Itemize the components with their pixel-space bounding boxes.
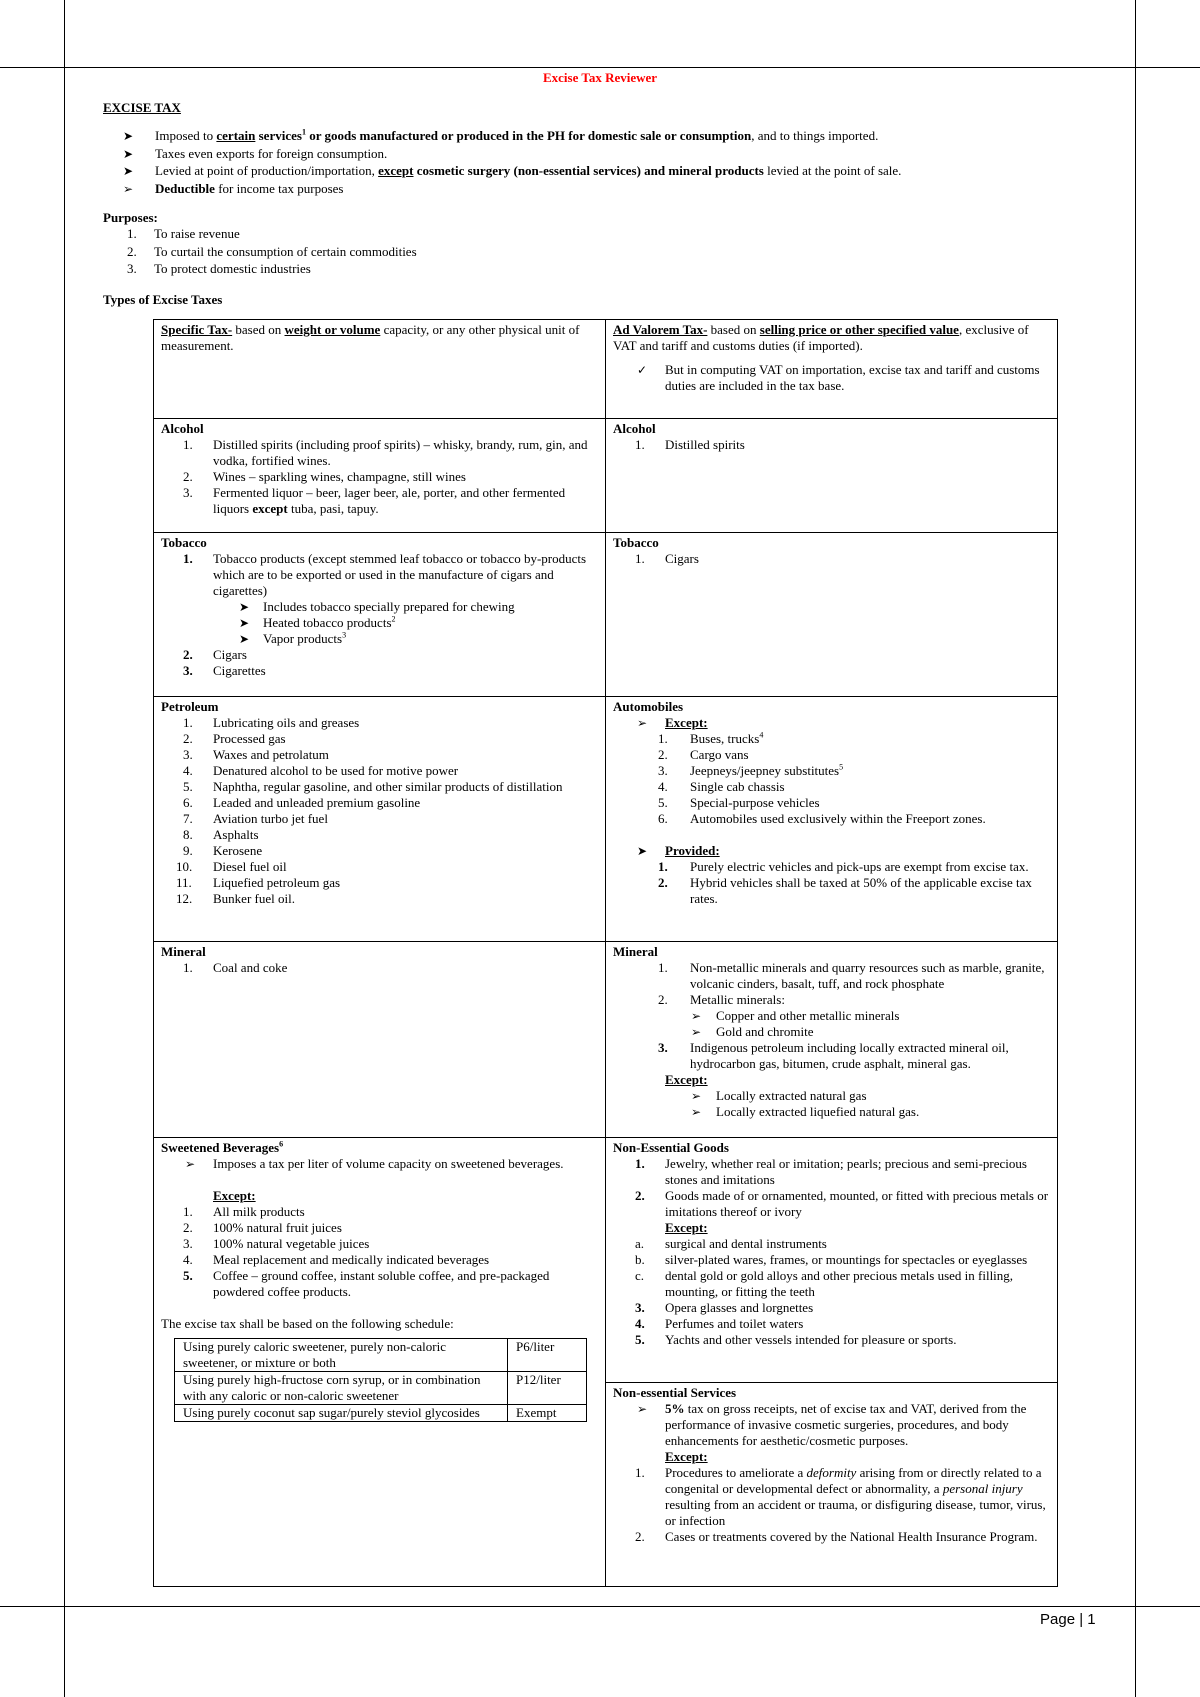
arrow-bullet-icon: ➢ xyxy=(691,1009,702,1023)
arrow-bullet-icon: ➤ xyxy=(637,844,648,858)
table-row: Using purely caloric sweetener, purely non-caloric sweetener, or mixture or both P6/liter xyxy=(175,1339,587,1372)
intro-list xyxy=(123,128,1123,198)
header-line xyxy=(0,67,1200,68)
specific-tax-cell: Specific Tax- based on weight or volume capacity, or any other physical unit of measurement. xyxy=(154,320,606,419)
mineral-advalorem-cell: Mineral 1. Non-metallic minerals and quarry resources such as marble, granite, volcanic cinders, basalt, tuff, and rock phosphate 2. Metallic minerals: ➢ Copper and other metallic minerals ➢ Gold and chromite 3. Indigenous petroleum including locally extracted mineral oil, hydrocarbon gas, bitumen, crude asphalt, mineral gas. Except: ➢ Locally extracted natural gas ➢ Locally extracted liquefied natural gas. xyxy=(606,942,1058,1138)
list-item: ➢ Deductible for income tax purposes xyxy=(123,180,344,196)
ad-valorem-tax-cell: Ad Valorem Tax- based on selling price or other specified value, exclusive of VAT and tariff and customs duties (if imported). ✓ But in computing VAT on importation, excise tax and tariff and customs duties are included in the tax base. xyxy=(606,320,1058,419)
arrow-bullet-icon: ➢ xyxy=(185,1157,196,1171)
page-title: Excise Tax Reviewer xyxy=(542,70,658,85)
footer-line xyxy=(0,1606,1200,1607)
automobiles-cell: Automobiles ➢ Except: 1. Buses, trucks$^4$ 2. Cargo vans 3. Jeepneys/jeepney substitutes$^5$ 4. Single cab chassis 5. Special-purpose vehicles 6. Automobiles used exclusively within the Freeport zones. ➤ Provided: 1. Purely electric vehicles and pick-ups are exempt from excise tax. 2. Hybrid vehicles shall be taxed at 50% of the applicable excise tax rates. xyxy=(606,697,1058,942)
arrow-bullet-icon: ➢ xyxy=(691,1105,702,1119)
table-row: Using purely high-fructose corn syrup, or in combination with any caloric or non-caloric sweetener P12/liter xyxy=(175,1372,587,1405)
arrow-bullet-icon: ➤ xyxy=(239,600,250,614)
arrow-bullet-icon: ➢ xyxy=(691,1025,702,1039)
list-item: 2. To curtail the consumption of certain commodities xyxy=(127,243,417,259)
list-item: 3. To protect domestic industries xyxy=(127,261,311,276)
arrow-bullet-icon: ➢ xyxy=(691,1089,702,1103)
petroleum-cell: Petroleum 1. Lubricating oils and greases 2. Processed gas 3. Waxes and petrolatum 4. Denatured alcohol to be used for motive power 5. Naphtha, regular gasoline, and other similar products of distillation 6. Leaded and unleaded premium gasoline 7. Aviation turbo jet fuel 8. Asphalts 9. Kerosene 10. Diesel fuel oil 11. Liquefied petroleum gas 12. Bunker fuel oil. xyxy=(154,697,606,942)
list-item: 1. To raise revenue xyxy=(127,226,240,241)
alcohol-advalorem-cell: Alcohol 1. Distilled spirits xyxy=(606,419,1058,533)
list-item: ➤ Imposed to certain services$^1$ or goods manufactured or produced in the PH for domestic sale or consumption, and to things imported. xyxy=(123,127,879,143)
non-essential-services-cell: Non-essential Services ➢ 5% tax on gross receipts, net of excise tax and VAT, derived from the performance of invasive cosmetic surgeries, procedures, and body enhancements for aesthetic/cosmetic purposes. Except: 1. Procedures to ameliorate a deformity arising from or directly related to a congenital or developmental defect or abnormality, a personal injury resulting from an accident or trauma, or disfiguring disease, tumor, virus, or infection 2. Cases or treatments covered by the National Health Insurance Program. xyxy=(606,1383,1058,1587)
list-item: ➤ Levied at point of production/importation, except cosmetic surgery (non-essential services) and mineral products levied at the point of sale. xyxy=(123,163,902,178)
checkmark-icon: ✓ xyxy=(637,363,648,377)
arrow-bullet-icon: ➤ xyxy=(239,632,250,646)
section-heading: EXCISE TAX xyxy=(103,100,181,115)
left-margin-line xyxy=(64,0,65,1697)
table-row: Using purely coconut sap sugar/purely steviol glycosides Exempt xyxy=(175,1405,587,1422)
sweetened-beverages-cell: Sweetened Beverages$^6$ ➢ Imposes a tax per liter of volume capacity on sweetened beverages. Except: 1. All milk products 2. 100% natural fruit juices 3. 100% natural vegetable juices 4. Meal replacement and medically indicated beverages 5. Coffee – ground coffee, instant soluble coffee, and pre-packaged powdered coffee products. The excise tax shall be based on the following schedule: Using purely caloric sweetener, purely non-caloric sweetener, or mixture or both P6/liter Using purely high-fructose corn syrup, or in combination with any caloric or non-caloric sweetener P12/liter Using purely coconut sap sugar/purely steviol glycosides Exempt xyxy=(154,1138,606,1587)
arrow-bullet-icon: ➢ xyxy=(637,716,648,730)
right-margin-line xyxy=(1135,0,1136,1697)
purposes-label: Purposes: xyxy=(103,210,158,225)
page-number: Page | 1 xyxy=(1040,1611,1096,1628)
non-essential-goods-cell: Non-Essential Goods 1. Jewelry, whether real or imitation; pearls; precious and semi-precious stones and imitations 2. Goods made of or ornamented, mounted, or fitted with precious metals or imitations thereof or ivory Except: a. surgical and dental instruments b. silver-plated wares, frames, or mountings for spectacles or eyeglasses c. dental gold or gold alloys and other precious metals used in filling, mounting, or fitting the teeth 3. Opera glasses and lorgnettes 4. Perfumes and toilet waters 5. Yachts and other vessels intended for pleasure or sports. xyxy=(606,1138,1058,1383)
tobacco-specific-cell: Tobacco 1. Tobacco products (except stemmed leaf tobacco or tobacco by-products which are to be exported or used in the manufacture of cigars and cigarettes) ➤ Includes tobacco specially prepared for chewing ➤ Heated tobacco products$^2$ ➤ Vapor products$^3$ 2. Cigars 3. Cigarettes xyxy=(154,533,606,697)
alcohol-specific-cell: Alcohol 1. Distilled spirits (including proof spirits) – whisky, brandy, rum, gin, and vodka, fortified wines. 2. Wines – sparkling wines, champagne, still wines 3. Fermented liquor – beer, lager beer, ale, porter, and other fermented liquors except tuba, pasi, tapuy. xyxy=(154,419,606,533)
arrow-bullet-icon: ➤ xyxy=(123,146,134,161)
list-item: ➤ Taxes even exports for foreign consumption. xyxy=(123,145,388,161)
purposes-section xyxy=(103,210,417,279)
arrow-bullet-icon: ➤ xyxy=(123,164,134,178)
sweetened-schedule-table xyxy=(174,1338,587,1422)
types-heading: Types of Excise Taxes xyxy=(103,292,223,307)
mineral-specific-cell: Mineral 1. Coal and coke xyxy=(154,942,606,1138)
tobacco-advalorem-cell: Tobacco 1. Cigars xyxy=(606,533,1058,697)
arrow-bullet-icon: ➢ xyxy=(123,181,134,196)
arrow-bullet-icon: ➤ xyxy=(239,616,250,630)
arrow-bullet-icon: ➢ xyxy=(637,1402,648,1416)
excise-types-table xyxy=(153,319,1058,1587)
arrow-bullet-icon: ➤ xyxy=(123,129,134,143)
